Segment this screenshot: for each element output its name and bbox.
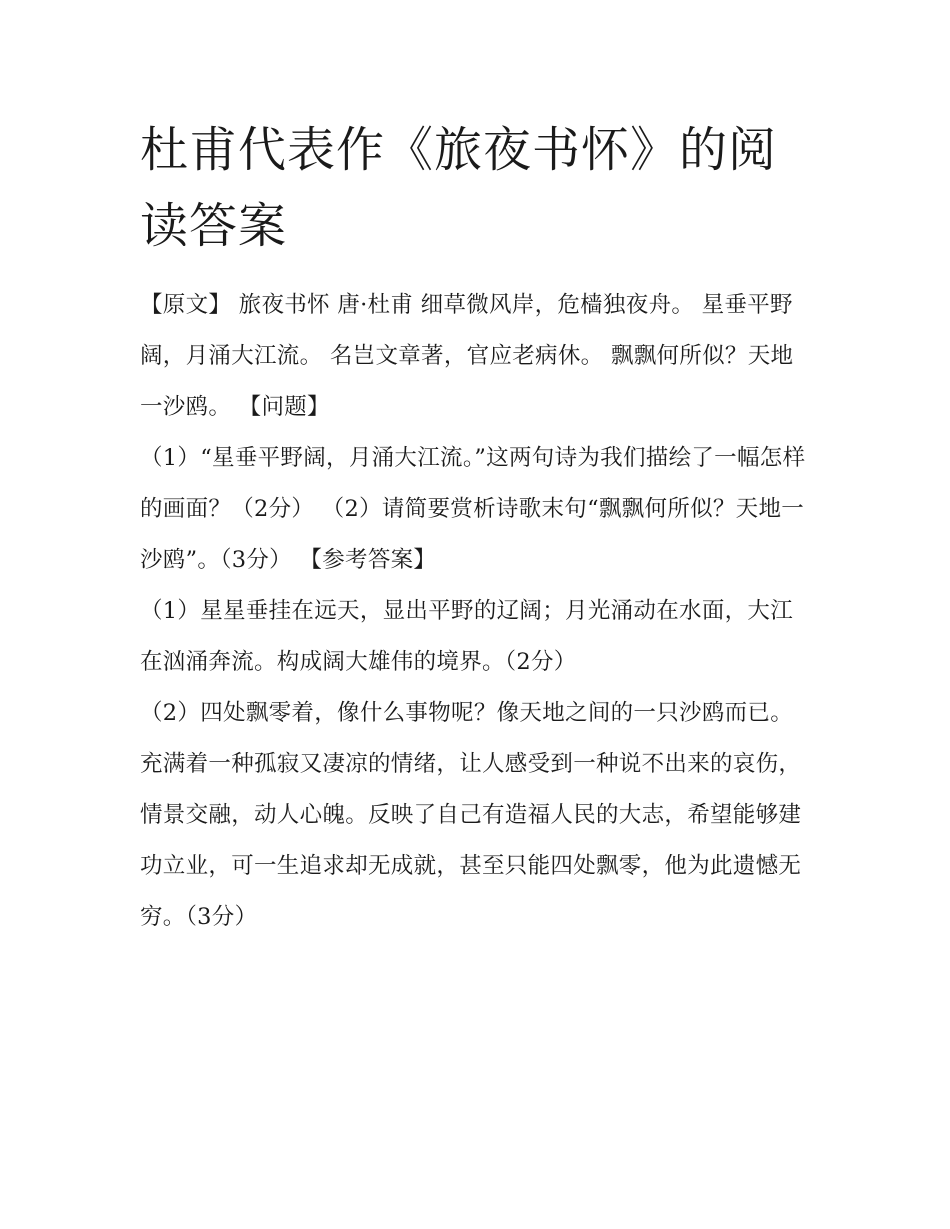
paragraph-original-text-and-questions-header: 【原文】 旅夜书怀 唐·杜甫 细草微风岸，危樯独夜舟。 星垂平野阔，月涌大江流。 名岂文章著，官应老病休。 飘飘何所似？天地一沙鸥。 【问题】 bbox=[140, 292, 794, 420]
page-title: 杜甫代表作《旅夜书怀》的阅读答案 bbox=[140, 122, 778, 254]
paragraph-answer-1: （1）星星垂挂在远天，显出平野的辽阔；月光涌动在水面，大江在汹涌奔流。构成阔大雄伟的境界。（2分） bbox=[140, 598, 794, 675]
paragraph-answer-2: （2）四处飘零着，像什么事物呢？像天地之间的一只沙鸥而已。充满着一种孤寂又凄凉的情绪，让人感受到一种说不出来的哀伤，情景交融，动人心魄。反映了自己有造福人民的大志，希望能够建功立业，可一生追求却无成就，甚至只能四处飘零，他为此遗憾无穷。（3分） bbox=[140, 700, 802, 930]
document-content bbox=[140, 112, 815, 943]
paragraph-questions: （1）“星垂平野阔，月涌大江流。”这两句诗为我们描绘了一幅怎样的画面？（2分） （2）请简要赏析诗歌末句“飘飘何所似？天地一沙鸥”。（3分） 【参考答案】 bbox=[140, 445, 806, 573]
